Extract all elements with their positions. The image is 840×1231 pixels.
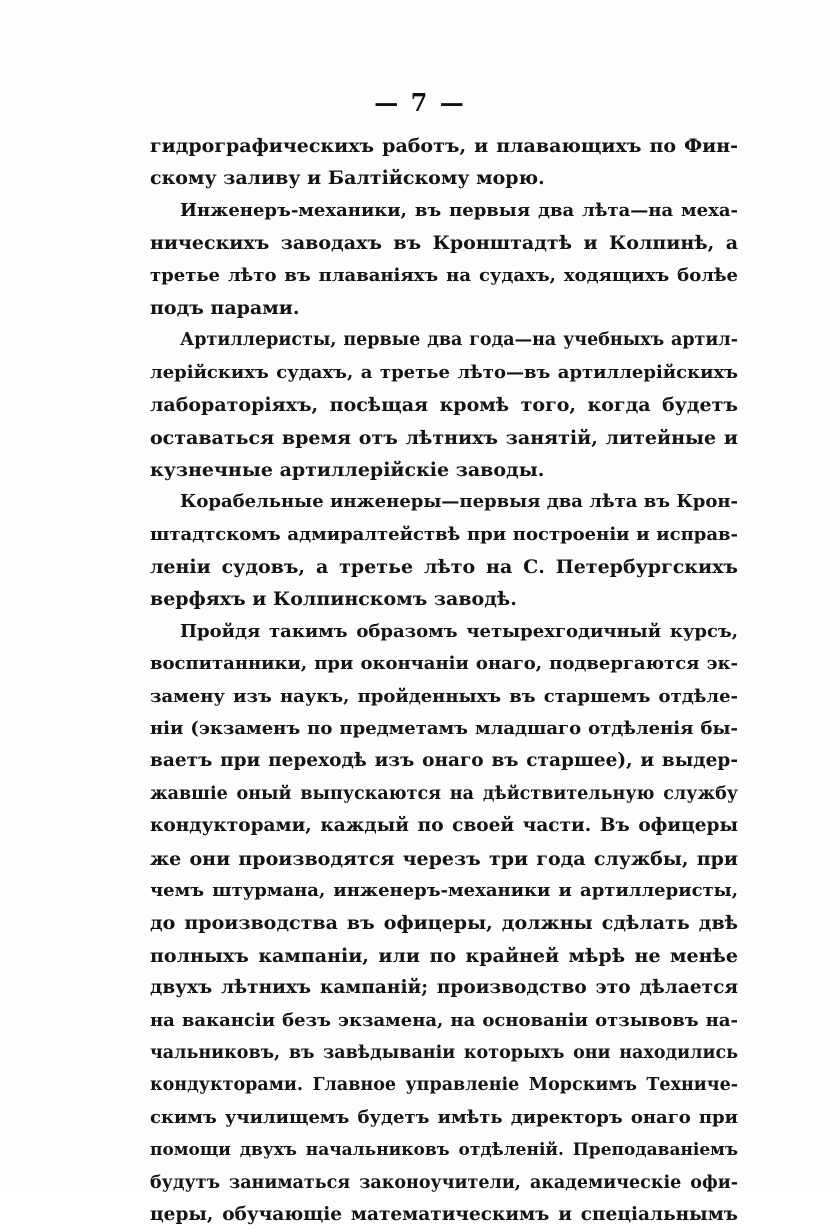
- text-line: Корабельные инженеры—первыя два лѣта въ Крон-: [180, 491, 738, 513]
- text-line: будутъ заниматься законоучители, академическіе офи-: [150, 1172, 738, 1193]
- text-line: церы, обучающіе математическимъ и спеціальнымъ: [150, 1203, 738, 1225]
- text-line: жавшіе оный выпускаются на дѣйствительную службу: [150, 783, 738, 804]
- text-line: гидрографическихъ работъ, и плавающихъ по Фин-: [150, 135, 738, 157]
- text-line: помощи двухъ начальниковъ отдѣленій. Преподаваніемъ: [150, 1140, 738, 1161]
- text-line: чальниковъ, въ завѣдываніи которыхъ они находились: [150, 1042, 738, 1063]
- text-line: Артиллеристы, первые два года—на учебныхъ артил-: [180, 330, 738, 351]
- text-line: кондукторами, каждый по своей части. Въ офицеры: [150, 815, 738, 837]
- text-line: лерійскихъ судахъ, а третье лѣто—въ артиллерійскихъ: [150, 361, 738, 383]
- text-line: третье лѣто въ плаваніяхъ на судахъ, ходящихъ болѣе: [150, 264, 738, 286]
- text-line: оставаться время отъ лѣтнихъ занятій, литейные и: [150, 426, 738, 449]
- text-line: же они производятся черезъ три года службы, при: [150, 847, 738, 870]
- text-line: Пройдя такимъ образомъ четырехгодичный курсъ,: [180, 620, 738, 642]
- text-line: скимъ училищемъ будетъ имѣть директоръ онаго при: [150, 1106, 738, 1128]
- page-number: — 7 —: [374, 88, 466, 117]
- text-line: скому заливу и Балтійскому морю.: [150, 167, 545, 190]
- body-text: [150, 130, 738, 1231]
- text-line: замену изъ наукъ, пройденныхъ въ старшемъ отдѣле-: [150, 685, 738, 707]
- text-line: подъ парами.: [150, 296, 300, 319]
- text-line: воспитанники, при окончаніи онаго, подвергаются эк-: [150, 653, 738, 675]
- text-line: кондукторами. Главное управленіе Морскимъ Техниче-: [150, 1075, 738, 1096]
- text-line: верфяхъ и Колпинскомъ заводѣ.: [150, 588, 517, 611]
- text-line: штадтскомъ адмиралтействѣ при построеніи и исправ-: [150, 523, 738, 545]
- text-line: до производства въ офицеры, должны сдѣлать двѣ: [150, 912, 738, 935]
- text-line: двухъ лѣтнихъ кампаній; производство это дѣлается: [150, 977, 738, 999]
- text-line: лабораторіяхъ, посѣщая кромѣ того, когда будетъ: [150, 394, 738, 417]
- text-line: ническихъ заводахъ въ Кронштадтѣ и Колпинѣ, а: [150, 232, 738, 255]
- text-line: Инженеръ-механики, въ первыя два лѣта—на меха-: [180, 199, 738, 221]
- text-line: чемъ штурмана, инженеръ-механики и артиллеристы,: [150, 879, 738, 901]
- text-line: кузнечные артиллерійскіе заводы.: [150, 458, 545, 481]
- text-line: ніи (экзаменъ по предметамъ младшаго отдѣленія бы-: [150, 718, 738, 740]
- text-line: ваетъ при переходѣ изъ онаго въ старшее), и выдер-: [150, 750, 738, 772]
- text-line: полныхъ кампаніи, или по крайней мѣрѣ не менѣе: [150, 944, 738, 967]
- text-line: леніи судовъ, а третье лѣто на С. Петербургскихъ: [150, 556, 738, 579]
- text-line: на вакансіи безъ экзамена, на основаніи отзывовъ на-: [150, 1009, 738, 1031]
